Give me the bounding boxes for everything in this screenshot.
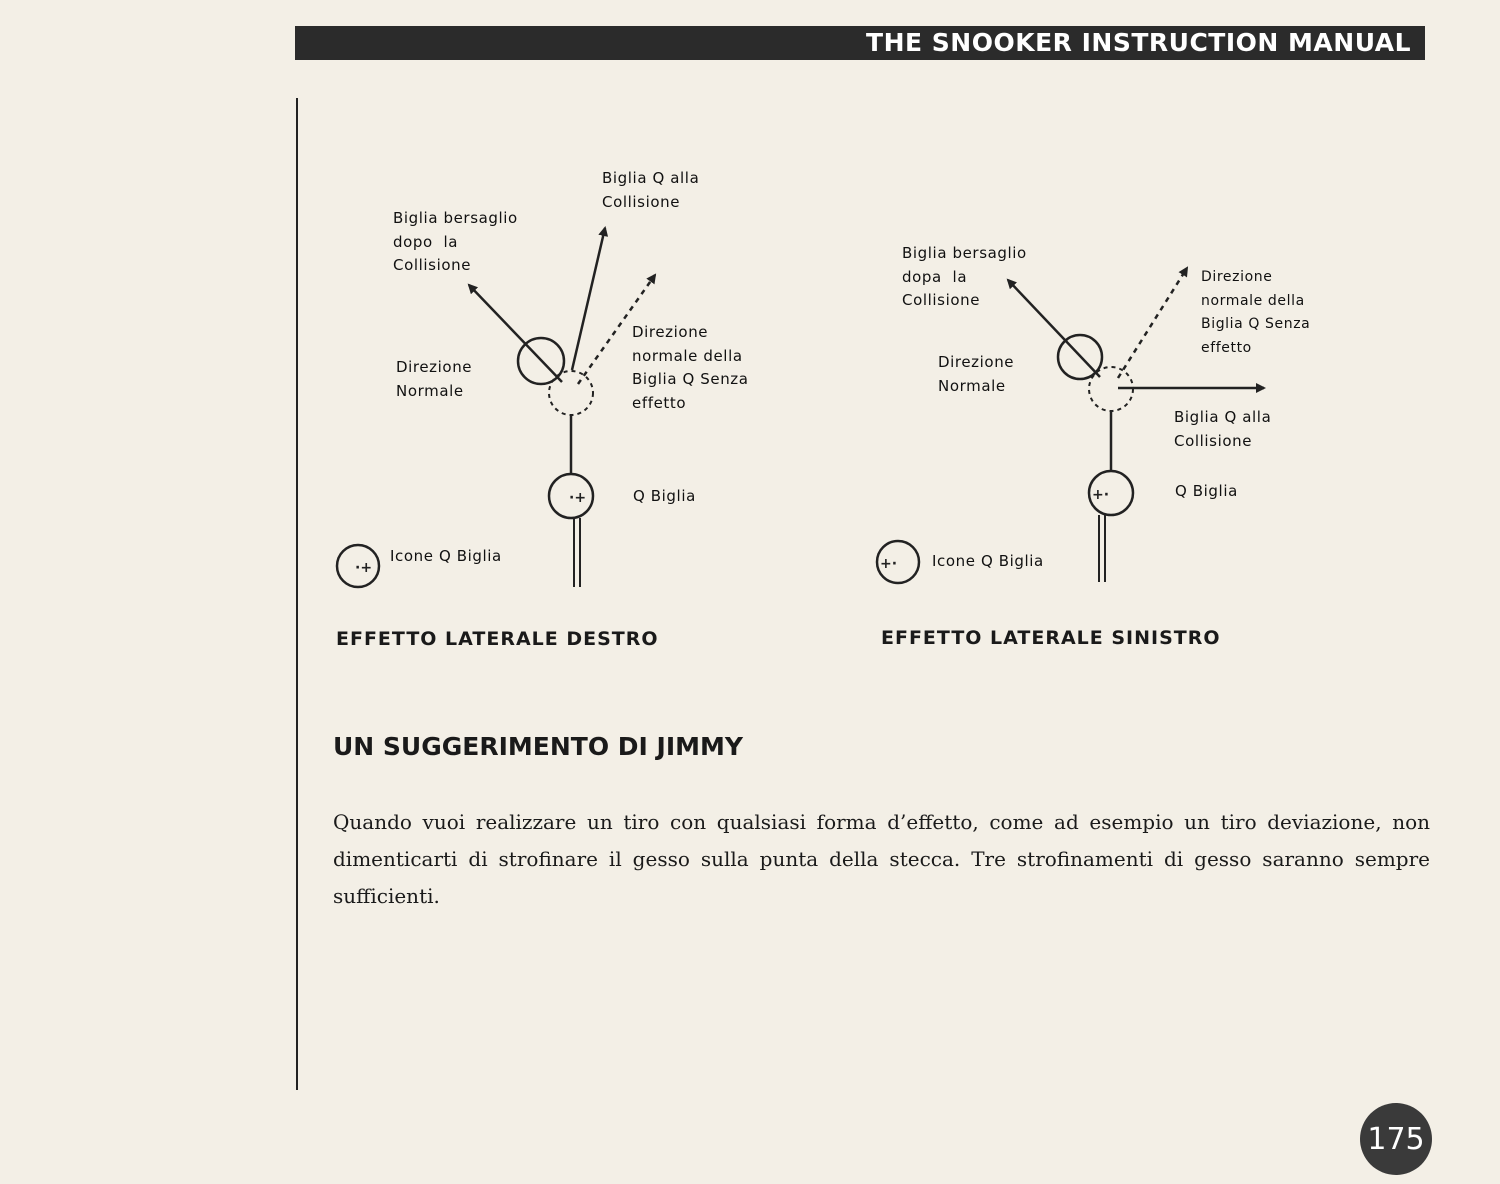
right-spin-diagram <box>337 228 655 587</box>
label-cue-ball-icon: Icone Q Biglia <box>390 547 502 565</box>
label-normal-direction: Direzione Normale <box>938 353 1015 395</box>
label-cue-collision: Biglia Q alla Collisione <box>602 169 700 211</box>
label-cue-ball: Q Biglia <box>1175 482 1238 500</box>
caption-right-spin: EFFETTO LATERALE DESTRO <box>336 628 659 650</box>
label-cue-collision: Biglia Q alla Collisione <box>1174 408 1272 450</box>
label-target-after-collision: Biglia bersaglio dopo la Collisione <box>393 209 518 274</box>
label-cue-ball-icon: Icone Q Biglia <box>932 552 1044 570</box>
caption-left-spin: EFFETTO LATERALE SINISTRO <box>881 627 1221 649</box>
spin-marker-right: ·+ <box>569 490 587 506</box>
label-no-spin-direction: Direzione normale della Biglia Q Senza effetto <box>1201 269 1311 356</box>
page-number: 175 <box>1360 1103 1432 1175</box>
manual-title: THE SNOOKER INSTRUCTION MANUAL <box>866 28 1411 57</box>
no-spin-direction-arrow <box>1118 268 1187 378</box>
label-target-after-collision: Biglia bersaglio dopa la Collisione <box>902 244 1027 309</box>
label-normal-direction: Direzione Normale <box>396 358 473 400</box>
cue-collision-arrow <box>572 228 605 370</box>
tip-heading: UN SUGGERIMENTO DI JIMMY <box>333 732 744 761</box>
tip-body: Quando vuoi realizzare un tiro con qualsiasi forma d’effetto, come ad esempio un tiro deviazione, non dimenticarti di strofinare il gesso sulla punta della stecca. Tre strofinamenti di gesso saranno sempre sufficienti. <box>333 810 1430 908</box>
label-cue-ball: Q Biglia <box>633 487 696 505</box>
label-no-spin-direction: Direzione normale della Biglia Q Senza effetto <box>632 323 749 412</box>
spin-marker-left: +· <box>1092 487 1110 503</box>
spin-marker-left: +· <box>880 556 898 572</box>
target-path-arrow <box>469 285 562 382</box>
spin-marker-right: ·+ <box>355 560 373 576</box>
